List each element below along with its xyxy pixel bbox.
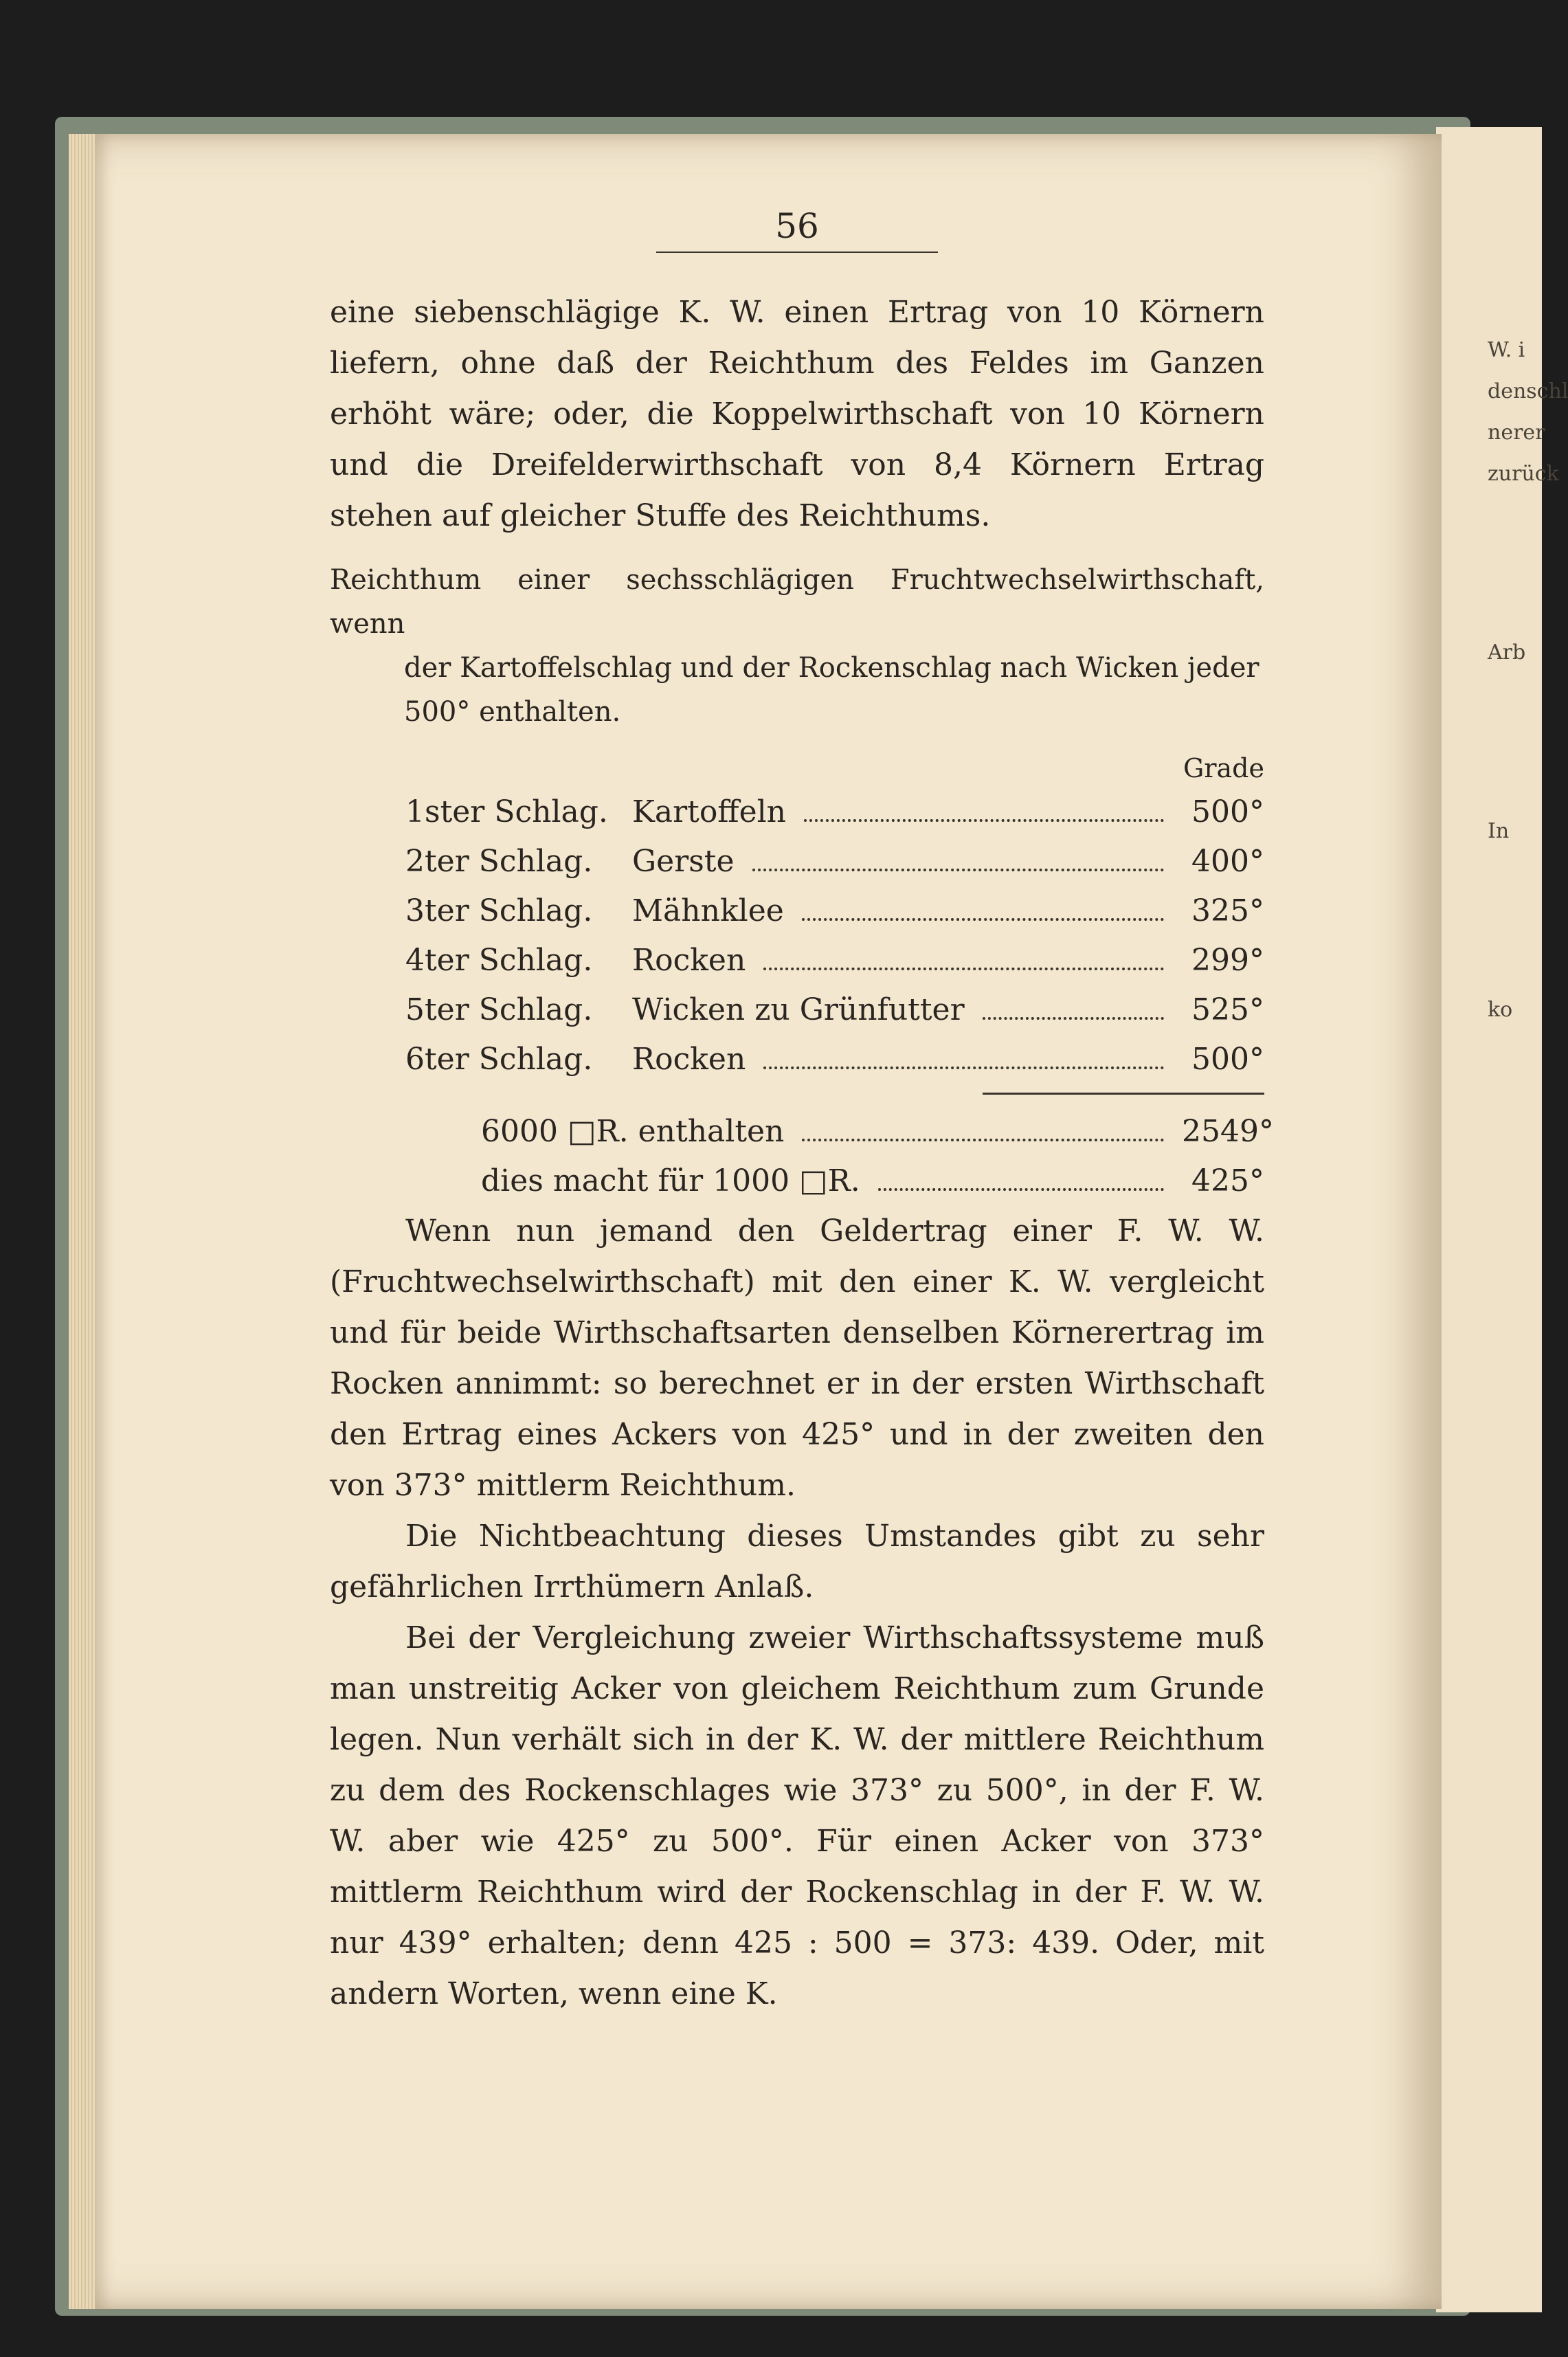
- schlag-label: 4ter Schlag.: [405, 943, 593, 978]
- table-row: [330, 1035, 1264, 1084]
- table-row: [330, 886, 1264, 936]
- section-heading-line-3: 500° enthalten.: [404, 696, 621, 728]
- table-header-grade: Grade: [1183, 753, 1264, 783]
- crop-name: Rocken: [632, 1042, 746, 1077]
- paragraph-1: eine siebenschlägige K. W. einen Ertrag von 10 Körnern liefern, ohne daß der Reichthum des Feldes im Ganzen erhöht wäre; oder, die Koppelwirthschaft von 10 Körnern und die Dreifelderwirthschaft von 8,4 Körnern Ertrag stehen auf gleicher Stuffe des Reichthums.: [330, 295, 1264, 533]
- sum-row: [330, 1107, 1274, 1157]
- table-row: [330, 985, 1264, 1035]
- sum-rule: [983, 1093, 1264, 1095]
- section-heading-line-1: Reichthum einer sechsschlägigen Fruchtwechselwirthschaft, wenn: [330, 564, 1264, 640]
- grade-value: 299°: [1191, 943, 1264, 978]
- page-text: [330, 206, 1274, 2020]
- grade-value: 325°: [1191, 893, 1264, 928]
- fragment: ko: [1488, 998, 1513, 1022]
- average-value: 425°: [1191, 1163, 1264, 1198]
- grade-value: 400°: [1191, 844, 1264, 879]
- fragment: denschl: [1488, 379, 1568, 403]
- average-row: [330, 1157, 1264, 1206]
- leader-dots: [802, 1139, 1164, 1141]
- crop-name: Mähnklee: [632, 893, 784, 928]
- page-number: 56: [775, 206, 819, 246]
- facing-page-fragments: [1488, 330, 1568, 1031]
- schlag-label: 3ter Schlag.: [405, 893, 593, 928]
- schlag-label: 1ster Schlag.: [405, 794, 608, 829]
- leader-dots: [763, 1066, 1164, 1069]
- crop-name: Wicken zu Grünfutter: [632, 992, 965, 1027]
- paragraph-4: Bei der Vergleichung zweier Wirthschaftssysteme muß man unstreitig Acker von gleichem Reichthum zum Grunde legen. Nun verhält sich in der K. W. der mittlere Reichthum zu dem des Rockenschlages wie 373° zu 500°, in der F. W. W. aber wie 425° zu 500°. Für einen Acker von 373° mittlerm Reichthum wird der Rockenschlag in der F. W. W. nur 439° erhalten; denn 425 : 500 = 373: 439. Oder, mit andern Worten, wenn eine K.: [330, 1620, 1264, 2011]
- schlag-label: 6ter Schlag.: [405, 1042, 593, 1077]
- fragment: zurück: [1488, 462, 1559, 486]
- leader-dots: [802, 918, 1164, 921]
- header-rule: [656, 252, 938, 253]
- table-row: [330, 936, 1264, 985]
- paragraph-2: Wenn nun jemand den Geldertrag einer F. W. W. (Fruchtwechselwirthschaft) mit den einer K. W. vergleicht und für beide Wirthschaftsarten denselben Körnerertrag im Rocken annimmt: so berechnet er in der ersten Wirthschaft den Ertrag eines Ackers von 425° und in der zweiten den von 373° mittlerm Reichthum.: [330, 1214, 1264, 1503]
- fragment: Arb: [1488, 640, 1526, 664]
- section-heading-line-2: der Kartoffelschlag und der Rockenschlag nach Wicken jeder: [404, 652, 1259, 684]
- leader-dots: [752, 869, 1164, 871]
- fragment: nerer: [1488, 421, 1545, 445]
- leader-dots: [763, 968, 1164, 970]
- leader-dots: [878, 1188, 1164, 1191]
- paragraph-3: Die Nichtbeachtung dieses Umstandes gibt zu sehr gefährlichen Irrthümern Anlaß.: [330, 1519, 1264, 1605]
- table-row: [330, 787, 1264, 837]
- schlag-label: 2ter Schlag.: [405, 844, 593, 879]
- sum-label: 6000 □R. enthalten: [481, 1114, 785, 1149]
- crop-name: Rocken: [632, 943, 746, 978]
- leader-dots: [983, 1017, 1164, 1020]
- grade-value: 525°: [1191, 992, 1264, 1027]
- sum-value: 2549°: [1182, 1114, 1274, 1149]
- crop-table: [330, 787, 1274, 1206]
- crop-name: Gerste: [632, 844, 735, 879]
- crop-name: Kartoffeln: [632, 794, 787, 829]
- grade-value: 500°: [1191, 1042, 1264, 1077]
- table-row: [330, 837, 1264, 886]
- average-label: dies macht für 1000 □R.: [481, 1163, 860, 1198]
- fragment: W. i: [1488, 338, 1525, 362]
- leader-dots: [804, 819, 1164, 822]
- schlag-label: 5ter Schlag.: [405, 992, 593, 1027]
- grade-value: 500°: [1191, 794, 1264, 829]
- fragment: In: [1488, 819, 1510, 843]
